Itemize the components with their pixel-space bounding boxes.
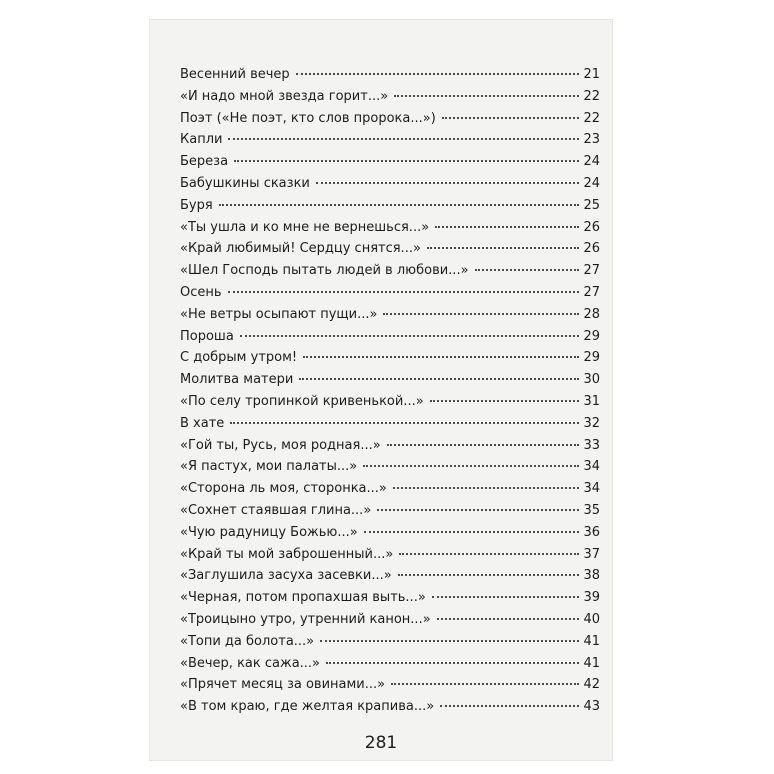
toc-entry-title: Весенний вечер (180, 67, 290, 82)
dot-leader (364, 531, 580, 533)
toc-entry-title: «Троицыно утро, утренний канон...» (180, 611, 431, 627)
toc-entry-title: «Черная, потом пропахшая выть...» (180, 590, 426, 606)
dot-leader (427, 247, 580, 249)
dot-leader (230, 422, 579, 424)
toc-entry-page: 32 (583, 415, 600, 431)
dot-leader (228, 138, 579, 140)
toc-entry (180, 438, 600, 460)
toc-entry-title: «Прячет месяц за овинами...» (180, 677, 386, 693)
toc-entry-title: «И надо мной звезда горит...» (180, 88, 389, 104)
toc-entry (180, 241, 600, 263)
toc-entry-title: «Гой ты, Русь, моя родная...» (180, 437, 381, 453)
dot-leader (320, 640, 579, 642)
toc-entry (180, 89, 600, 111)
toc-entry (180, 547, 600, 569)
dot-leader (399, 553, 579, 555)
toc-entry-page: 28 (583, 306, 600, 322)
dot-leader (234, 160, 579, 162)
toc-entry-page: 22 (583, 88, 600, 104)
toc-entry-title: «Вечер, как сажа...» (180, 655, 321, 671)
toc-entry-page: 26 (583, 241, 600, 257)
toc-entry-title: Осень (180, 284, 222, 300)
toc-entry-page: 27 (583, 263, 600, 279)
book-page (150, 20, 612, 760)
toc-entry-page: 37 (583, 546, 600, 562)
dot-leader (394, 95, 579, 97)
toc-entry (180, 677, 600, 699)
toc-entry-page: 33 (583, 437, 600, 453)
toc-entry-page: 22 (583, 110, 600, 126)
toc-entry-page: 40 (583, 611, 600, 627)
toc-entry-page: 35 (583, 502, 600, 518)
toc-entry-title: «Сторона ль моя, сторонка...» (180, 481, 387, 497)
dot-leader (383, 313, 579, 315)
dot-leader (437, 618, 580, 620)
toc-entry (180, 503, 600, 525)
dot-leader (440, 705, 579, 707)
toc-entry-page: 31 (583, 393, 600, 409)
dot-leader (475, 269, 580, 271)
toc-entry (180, 198, 600, 220)
dot-leader (398, 574, 580, 576)
toc-entry (180, 132, 600, 154)
toc-entry-title: Пороша (180, 328, 234, 344)
dot-leader (442, 117, 580, 119)
toc-entry (180, 634, 600, 656)
toc-entry-title: Поэт («Не поэт, кто слов пророка...») (180, 110, 436, 126)
toc-entry-title: «По селу тропинкой кривенькой...» (180, 393, 424, 409)
dot-leader (296, 73, 580, 75)
toc-entry (180, 612, 600, 634)
toc-entry (180, 111, 600, 133)
dot-leader (377, 509, 579, 511)
table-of-contents (180, 67, 600, 721)
dot-leader (299, 378, 579, 380)
toc-entry (180, 67, 600, 89)
dot-leader (240, 335, 580, 337)
toc-entry (180, 656, 600, 678)
toc-entry (180, 590, 600, 612)
toc-entry-title: «Я пастух, мои палаты...» (180, 459, 358, 475)
toc-entry-title: В хате (180, 415, 225, 431)
toc-entry-page: 24 (583, 175, 600, 191)
toc-entry-page: 25 (583, 197, 600, 213)
toc-entry-title: С добрым утром! (180, 350, 298, 366)
toc-entry-page: 41 (583, 633, 600, 649)
toc-entry-page: 38 (583, 568, 600, 584)
toc-entry-page: 42 (583, 677, 600, 693)
dot-leader (303, 356, 579, 358)
toc-entry-title: «Сохнет стаявшая глина...» (180, 502, 372, 518)
toc-entry (180, 699, 600, 721)
toc-entry (180, 568, 600, 590)
dot-leader (219, 204, 580, 206)
toc-entry-title: «Не ветры осыпают пущи...» (180, 306, 378, 322)
toc-entry-page: 30 (583, 372, 600, 388)
dot-leader (316, 182, 580, 184)
toc-entry-title: «В том краю, где желтая крапива...» (180, 699, 435, 715)
dot-leader (435, 226, 579, 228)
toc-entry (180, 481, 600, 503)
toc-entry (180, 307, 600, 329)
dot-leader (432, 596, 580, 598)
dot-leader (393, 487, 580, 489)
toc-entry-page: 29 (583, 328, 600, 344)
toc-entry-title: Береза (180, 154, 229, 170)
toc-entry-page: 29 (583, 350, 600, 366)
toc-entry (180, 372, 600, 394)
toc-entry (180, 350, 600, 372)
toc-entry-title: Буря (180, 197, 213, 213)
toc-entry-page: 24 (583, 154, 600, 170)
toc-entry-page: 34 (583, 481, 600, 497)
toc-entry-page: 43 (583, 699, 600, 715)
toc-entry (180, 459, 600, 481)
toc-entry-title: «Топи да болота...» (180, 633, 315, 649)
dot-leader (228, 291, 580, 293)
toc-entry-title: «Край любимый! Сердцу снятся...» (180, 241, 421, 257)
toc-entry (180, 176, 600, 198)
toc-entry-page: 39 (583, 590, 600, 606)
toc-entry-page: 34 (583, 459, 600, 475)
toc-entry (180, 525, 600, 547)
toc-entry-title: «Чую радуницу Божью...» (180, 524, 358, 540)
toc-entry-title: Бабушкины сказки (180, 175, 310, 191)
toc-entry-page: 26 (583, 219, 600, 235)
toc-entry-title: «Заглушила засуха засевки...» (180, 568, 392, 584)
toc-entry (180, 220, 600, 242)
dot-leader (430, 400, 580, 402)
toc-entry (180, 285, 600, 307)
toc-entry (180, 394, 600, 416)
toc-entry-title: «Край ты мой заброшенный...» (180, 546, 394, 562)
toc-entry-title: «Ты ушла и ко мне не вернешься...» (180, 219, 430, 235)
toc-entry (180, 154, 600, 176)
toc-entry (180, 263, 600, 285)
toc-entry-title: «Шел Господь пытать людей в любови...» (180, 263, 469, 279)
dot-leader (391, 683, 579, 685)
page-number: 281 (364, 733, 398, 753)
toc-entry-page: 21 (583, 67, 600, 82)
toc-entry-page: 27 (583, 284, 600, 300)
toc-entry-title: Капли (180, 132, 223, 148)
toc-entry-page: 36 (583, 524, 600, 540)
dot-leader (326, 662, 579, 664)
toc-entry-title: Молитва матери (180, 372, 294, 388)
dot-leader (363, 465, 579, 467)
dot-leader (387, 444, 580, 446)
toc-entry (180, 329, 600, 351)
toc-entry (180, 416, 600, 438)
toc-entry-page: 41 (583, 655, 600, 671)
toc-entry-page: 23 (583, 132, 600, 148)
